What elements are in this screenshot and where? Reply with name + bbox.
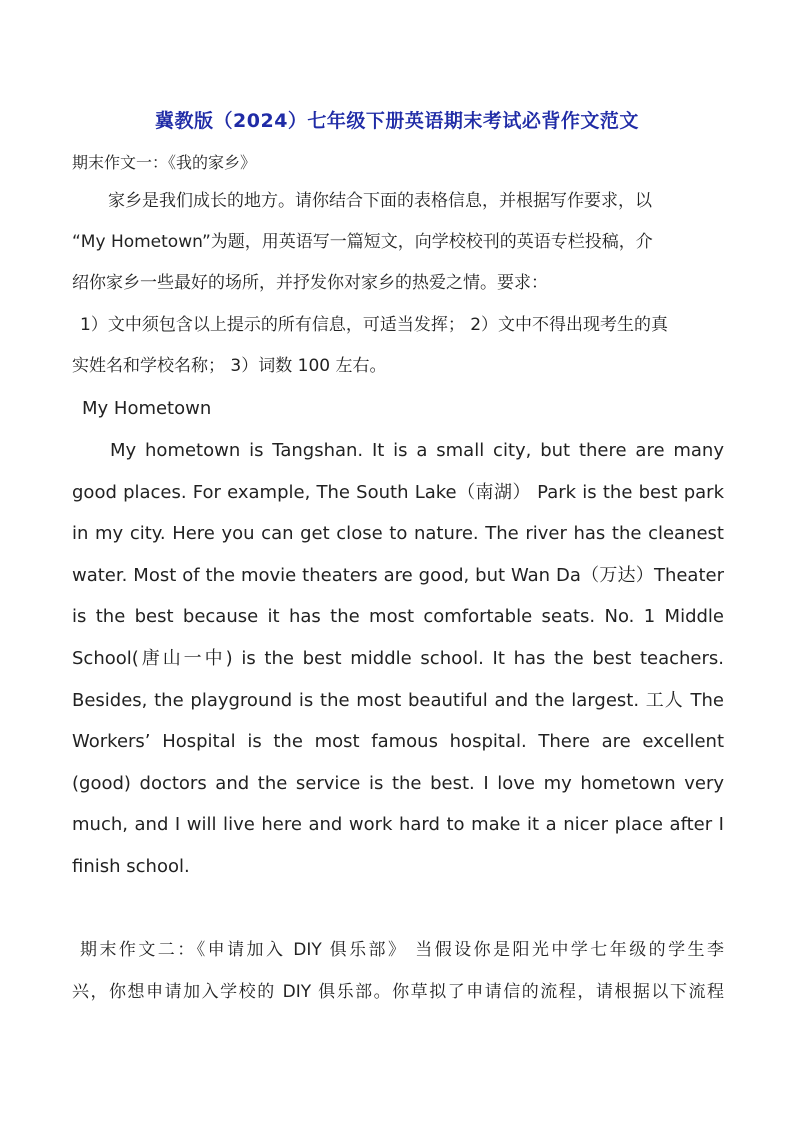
prompt-line: 绍你家乡一些最好的场所，并抒发你对家乡的热爱之情。要求： [72, 273, 548, 293]
essay-two-prompt [72, 929, 724, 1013]
essay-one-prompt [72, 181, 724, 304]
document-title: 冀教版（2024）七年级下册英语期末考试必背作文范文 [155, 110, 639, 132]
essay-line: is the best because it has the most comfortable seats. No. 1 Middle [72, 606, 724, 628]
essay-line: finish school. [72, 855, 190, 877]
essay-line: Besides, the playground is the most beautiful and the largest. 工人 The [72, 689, 724, 711]
essay-line: My hometown is Tangshan. It is a small city, but there are many [110, 440, 724, 461]
requirement-line: 1）文中须包含以上提示的所有信息，可适当发挥； 2）文中不得出现考生的真 [80, 315, 669, 335]
requirement-line: 实姓名和学校名称； 3）词数 100 左右。 [72, 356, 387, 376]
essay-line: School(唐山一中) is the best middle school. It has the best teachers. [72, 647, 724, 669]
essay-two-line: 兴，你想申请加入学校的 DIY 俱乐部。你草拟了申请信的流程，请根据以下流程 [72, 982, 724, 1002]
prompt-line: 家乡是我们成长的地方。请你结合下面的表格信息，并根据写作要求，以 [108, 191, 652, 211]
essay-line: good places. For example, The South Lake（南湖） Park is the best park [72, 481, 724, 503]
essay-two-line: 期末作文二：《申请加入 DIY 俱乐部》 当假设你是阳光中学七年级的学生李 [80, 940, 724, 960]
essay-title: My Hometown [82, 398, 212, 419]
essay-line: water. Most of the movie theaters are good, but Wan Da（万达）Theater [72, 564, 724, 586]
essay-body [72, 430, 724, 888]
essay-line: (good) doctors and the service is the best. I love my hometown very [72, 772, 724, 794]
prompt-line: “My Hometown”为题，用英语写一篇短文，向学校校刊的英语专栏投稿，介 [72, 232, 653, 252]
essay-line: much, and I will live here and work hard to make it a nicer place after I [72, 814, 724, 836]
essay-line: in my city. Here you can get close to nature. The river has the cleanest [72, 523, 724, 545]
essay-one-requirements [72, 305, 724, 387]
essay-one-heading: 期末作文一：《我的家乡》 [72, 153, 257, 172]
essay-line: Workers’ Hospital is the most famous hospital. There are excellent [72, 731, 724, 753]
